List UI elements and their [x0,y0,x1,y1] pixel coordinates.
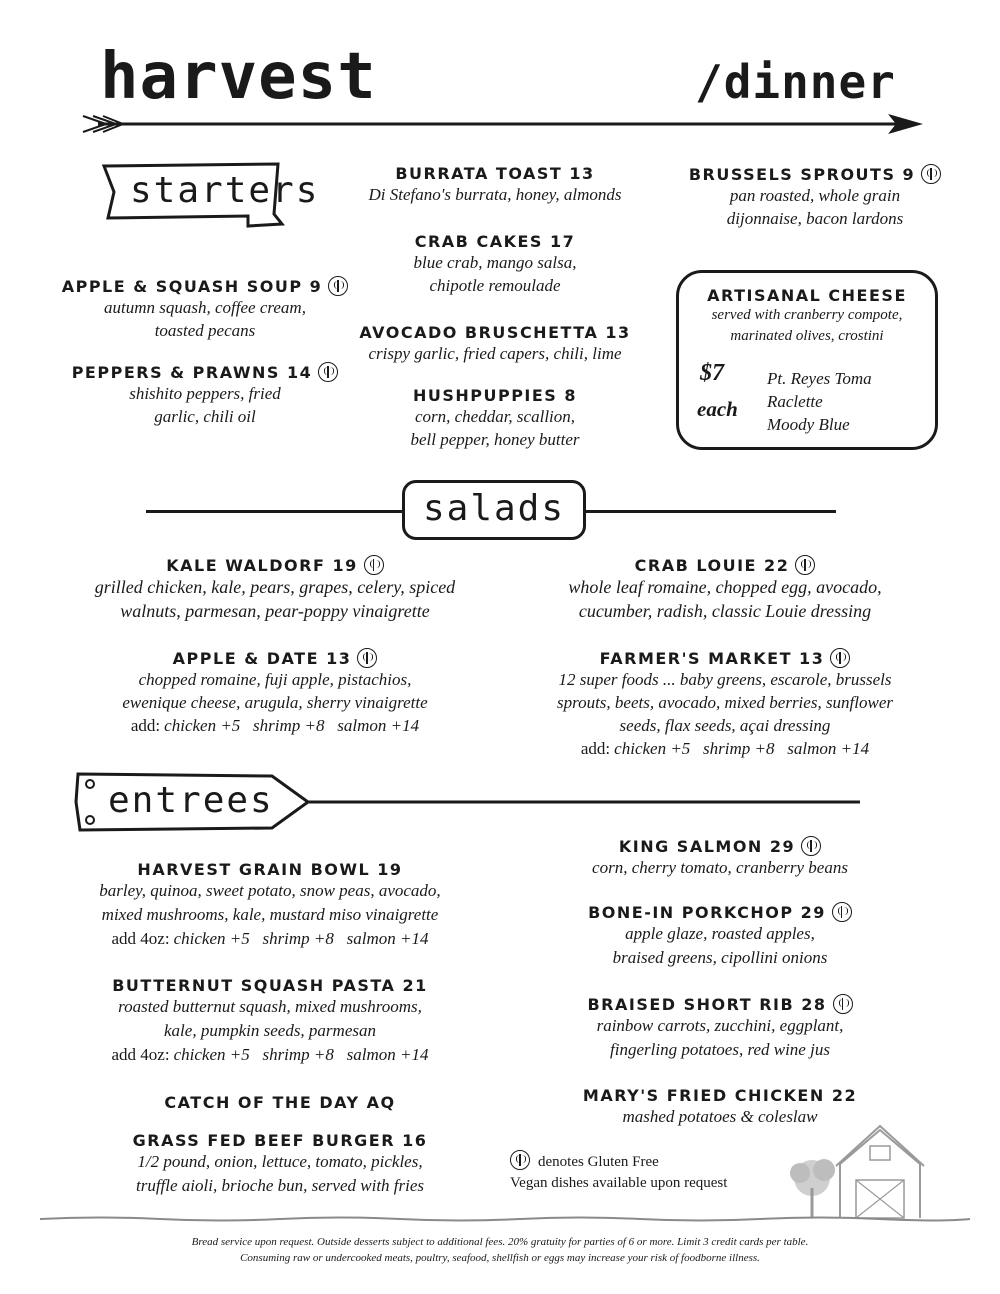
item-desc: ewenique cheese, arugula, sherry vinaigrette [122,693,428,712]
cheese-option: Pt. Reyes Toma [767,369,872,388]
footer-line: Bread service upon request. Outside desserts subject to additional fees. 20% gratuity for parties of 6 or more. Limit 3 credit cards per table. [191,1236,809,1248]
item-desc: crispy garlic, fried capers, chili, lime [368,344,622,363]
divider [146,510,402,513]
item-name: ARTISANAL CHEESE [707,286,907,305]
item-name: BURRATA TOAST 13 [395,164,595,183]
item-desc: sprouts, beets, avocado, mixed berries, sunflower [556,693,894,712]
legend-vegan: Vegan dishes available upon request [510,1175,728,1191]
item-desc: bell pepper, honey butter [410,430,580,449]
item-name: PEPPERS & PRAWNS 14 [71,363,313,382]
item-name: AVOCADO BRUSCHETTA 13 [359,323,631,342]
gluten-free-icon [328,276,348,296]
item-name: HUSHPUPPIES 8 [412,386,578,405]
item-name: HARVEST GRAIN BOWL 19 [137,860,403,879]
addons: chicken +5 shrimp +8 salmon +14 [173,929,429,948]
addons: chicken +5 shrimp +8 salmon +14 [164,716,420,735]
gluten-free-icon [832,902,852,922]
item-desc: kale, pumpkin seeds, parmesan [164,1021,376,1040]
item-desc: whole leaf romaine, chopped egg, avocado, [568,577,882,597]
cheese-price: $7 [700,360,724,386]
item-desc: seeds, flax seeds, açai dressing [619,716,831,735]
item-name: CRAB CAKES 17 [414,232,576,251]
item-desc: blue crab, mango salsa, [413,253,577,272]
salads-heading: salads [422,488,566,529]
starters-heading: starters [130,170,320,211]
item-desc: roasted butternut squash, mixed mushrooms, [118,997,422,1016]
gluten-free-icon [801,836,821,856]
item-desc: marinated olives, crostini [730,328,884,344]
item-desc: rainbow carrots, zucchini, eggplant, [596,1016,844,1035]
item-desc: mixed mushrooms, kale, mustard miso vinaigrette [101,905,439,924]
gluten-free-icon [357,648,377,668]
item-desc: corn, cherry tomato, cranberry beans [592,858,848,877]
item-desc: cucumber, radish, classic Louie dressing [578,601,872,621]
item-desc: 12 super foods ... baby greens, escarole, brussels [558,670,892,689]
item-name: CRAB LOUIE 22 [634,556,790,575]
item-name: CATCH OF THE DAY AQ [164,1093,396,1112]
item-desc: fingerling potatoes, red wine jus [610,1040,830,1059]
item-desc: chipotle remoulade [429,276,561,295]
menu-title: harvest [100,40,377,114]
footer-line: Consuming raw or undercooked meats, poultry, seafood, shellfish or eggs may increase your risk of foodborne illness. [240,1252,760,1264]
item-desc: grilled chicken, kale, pears, grapes, celery, spiced [94,577,456,597]
addons: chicken +5 shrimp +8 salmon +14 [614,739,870,758]
cheese-each: each [697,397,738,421]
gluten-free-icon [510,1150,530,1170]
item-desc: Di Stefano's burrata, honey, almonds [368,185,622,204]
item-name: APPLE & SQUASH SOUP 9 [61,277,323,296]
item-desc: toasted pecans [154,321,256,340]
menu-subtitle: /dinner [695,55,896,109]
item-name: FARMER'S MARKET 13 [599,649,825,668]
item-desc: garlic, chili oil [154,407,256,426]
item-desc: truffle aioli, brioche bun, served with fries [135,1176,425,1195]
legend-gf: denotes Gluten Free [538,1154,659,1170]
arrow-divider [78,110,928,140]
item-desc: corn, cheddar, scallion, [414,407,576,426]
gluten-free-icon [921,164,941,184]
item-name: MARY'S FRIED CHICKEN 22 [582,1086,858,1105]
item-name: KING SALMON 29 [618,837,796,856]
item-desc: chopped romaine, fuji apple, pistachios, [138,670,412,689]
addons: chicken +5 shrimp +8 salmon +14 [173,1045,429,1064]
item-desc: 1/2 pound, onion, lettuce, tomato, pickles, [137,1152,423,1171]
item-name: BRUSSELS SPROUTS 9 [688,165,916,184]
item-name: KALE WALDORF 19 [166,556,358,575]
divider [586,510,836,513]
add-label: add: [580,739,611,758]
ground-line [40,1214,970,1224]
item-desc: served with cranberry compote, [711,307,903,323]
gluten-free-icon [795,555,815,575]
gluten-free-icon [830,648,850,668]
item-name: APPLE & DATE 13 [172,649,352,668]
item-desc: braised greens, cipollini onions [612,948,828,967]
gluten-free-icon [833,994,853,1014]
item-name: BONE-IN PORKCHOP 29 [588,903,826,922]
gluten-free-icon [364,555,384,575]
item-desc: walnuts, parmesan, pear-poppy vinaigrette [120,601,430,621]
item-desc: mashed potatoes & coleslaw [622,1107,818,1126]
item-desc: apple glaze, roasted apples, [625,924,815,943]
cheese-option: Moody Blue [767,415,850,434]
entrees-heading: entrees [108,780,274,821]
add-label: add 4oz: [111,1045,170,1064]
item-name: BUTTERNUT SQUASH PASTA 21 [112,976,428,995]
gluten-free-icon [318,362,338,382]
cheese-option: Raclette [767,392,823,411]
add-label: add 4oz: [111,929,170,948]
barn-illustration [780,1118,960,1222]
item-desc: pan roasted, whole grain [729,186,901,205]
item-name: GRASS FED BEEF BURGER 16 [132,1131,428,1150]
item-name: BRAISED SHORT RIB 28 [587,995,827,1014]
item-desc: dijonnaise, bacon lardons [726,209,904,228]
item-desc: shishito peppers, fried [129,384,281,403]
item-desc: autumn squash, coffee cream, [104,298,306,317]
add-label: add: [130,716,161,735]
item-desc: barley, quinoa, sweet potato, snow peas, avocado, [99,881,441,900]
